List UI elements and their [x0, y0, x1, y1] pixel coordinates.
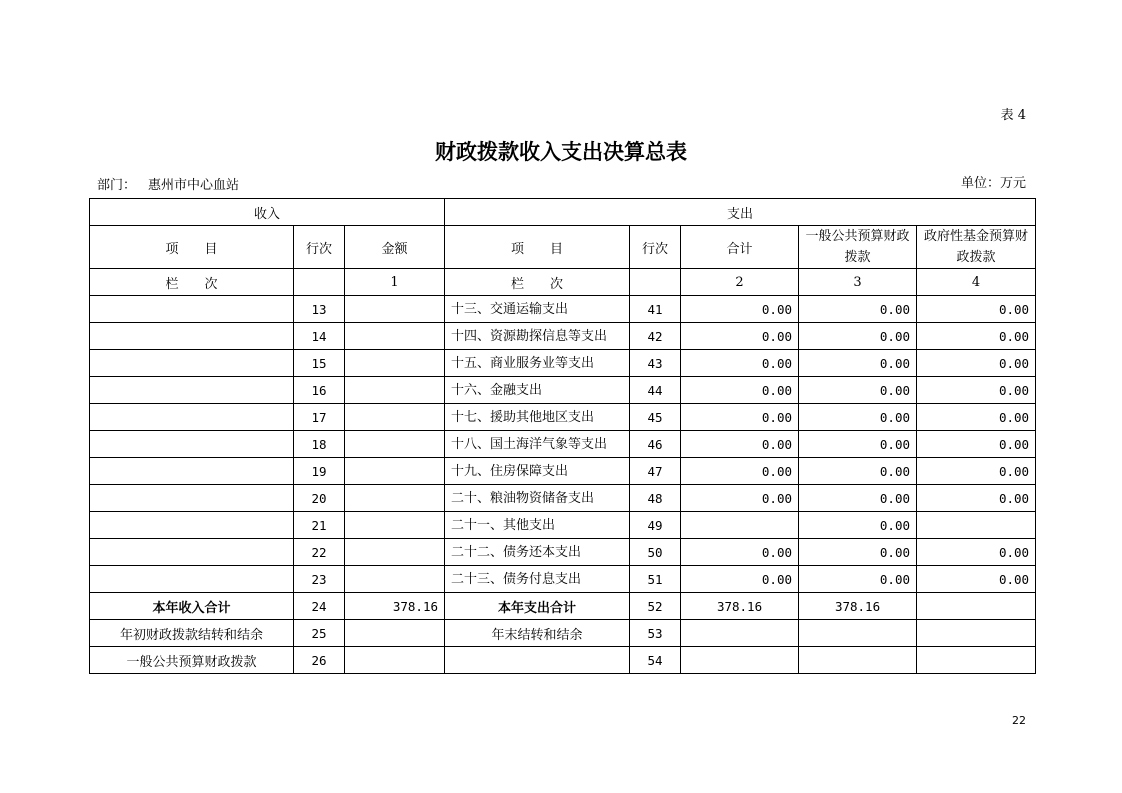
column-index-empty — [630, 269, 681, 296]
column-index-1: 1 — [345, 269, 445, 296]
expense-item-cell: 十八、国土海洋气象等支出 — [445, 431, 630, 458]
column-index-4: 4 — [917, 269, 1036, 296]
summary-general-budget-cell — [799, 620, 917, 647]
income-item-cell — [90, 350, 294, 377]
expense-item-cell: 十七、援助其他地区支出 — [445, 404, 630, 431]
income-line-no-cell: 18 — [294, 431, 345, 458]
summary-income-item-cell: 一般公共预算财政拨款 — [90, 647, 294, 674]
table-body — [90, 296, 1036, 593]
income-item-cell — [90, 377, 294, 404]
income-item-cell — [90, 458, 294, 485]
income-line-no-cell: 15 — [294, 350, 345, 377]
expense-group-header: 支出 — [445, 199, 1036, 226]
unit-label: 单位：万元 — [960, 176, 1026, 191]
gov-fund-cell — [917, 512, 1036, 539]
income-item-cell — [90, 512, 294, 539]
general-budget-cell: 0.00 — [799, 485, 917, 512]
income-amount-cell — [345, 296, 445, 323]
income-item-cell — [90, 404, 294, 431]
income-amount-cell — [345, 350, 445, 377]
summary-row — [90, 593, 1036, 620]
summary-total-cell: 378.16 — [681, 593, 799, 620]
general-budget-cell: 0.00 — [799, 377, 917, 404]
expense-line-no-cell: 41 — [630, 296, 681, 323]
total-header: 合计 — [681, 226, 799, 269]
total-cell: 0.00 — [681, 377, 799, 404]
gov-fund-cell: 0.00 — [917, 566, 1036, 593]
column-index-label: 栏 次 — [90, 269, 294, 296]
expense-item-cell: 二十一、其他支出 — [445, 512, 630, 539]
expense-item-cell: 十三、交通运输支出 — [445, 296, 630, 323]
gov-fund-cell: 0.00 — [917, 296, 1036, 323]
department-line — [97, 174, 239, 193]
total-cell: 0.00 — [681, 458, 799, 485]
gov-fund-cell: 0.00 — [917, 377, 1036, 404]
income-line-no-cell: 22 — [294, 539, 345, 566]
expense-item-cell: 十四、资源勘探信息等支出 — [445, 323, 630, 350]
summary-income-line-no-cell: 26 — [294, 647, 345, 674]
financial-appropriation-table — [89, 198, 1036, 674]
expense-line-no-cell: 47 — [630, 458, 681, 485]
summary-income-item-cell: 本年收入合计 — [90, 593, 294, 620]
income-amount-cell — [345, 539, 445, 566]
expense-item-cell: 二十、粮油物资储备支出 — [445, 485, 630, 512]
table-row — [90, 485, 1036, 512]
summary-row — [90, 647, 1036, 674]
summary-expense-line-no-cell: 52 — [630, 593, 681, 620]
summary-gov-fund-cell — [917, 593, 1036, 620]
expense-line-no-cell: 50 — [630, 539, 681, 566]
income-amount-cell — [345, 458, 445, 485]
summary-general-budget-cell — [799, 647, 917, 674]
table-row — [90, 377, 1036, 404]
income-amount-cell — [345, 377, 445, 404]
summary-income-item-cell: 年初财政拨款结转和结余 — [90, 620, 294, 647]
general-budget-cell: 0.00 — [799, 566, 917, 593]
income-line-no-cell: 16 — [294, 377, 345, 404]
total-cell: 0.00 — [681, 485, 799, 512]
summary-income-amount-cell — [345, 620, 445, 647]
expense-line-no-cell: 46 — [630, 431, 681, 458]
general-budget-header: 一般公共预算财政拨款 — [799, 226, 917, 269]
gov-fund-header: 政府性基金预算财政拨款 — [917, 226, 1036, 269]
gov-fund-cell: 0.00 — [917, 404, 1036, 431]
gov-fund-cell: 0.00 — [917, 323, 1036, 350]
expense-line-no-cell: 49 — [630, 512, 681, 539]
page-number: 22 — [1012, 714, 1026, 727]
total-cell: 0.00 — [681, 323, 799, 350]
table-row — [90, 539, 1036, 566]
total-cell: 0.00 — [681, 431, 799, 458]
general-budget-cell: 0.00 — [799, 323, 917, 350]
table-row — [90, 350, 1036, 377]
expense-item-cell: 十九、住房保障支出 — [445, 458, 630, 485]
document-title: 财政拨款收入支出决算总表 — [435, 140, 687, 164]
summary-total-cell — [681, 647, 799, 674]
summary-expense-line-no-cell: 54 — [630, 647, 681, 674]
expense-line-no-cell: 45 — [630, 404, 681, 431]
income-item-cell — [90, 539, 294, 566]
total-cell: 0.00 — [681, 566, 799, 593]
expense-item-cell: 二十三、债务付息支出 — [445, 566, 630, 593]
income-amount-cell — [345, 512, 445, 539]
summary-income-line-no-cell: 24 — [294, 593, 345, 620]
summary-income-amount-cell — [345, 647, 445, 674]
income-line-no-cell: 20 — [294, 485, 345, 512]
income-amount-cell — [345, 431, 445, 458]
summary-gov-fund-cell — [917, 647, 1036, 674]
income-amount-cell — [345, 323, 445, 350]
expense-item-header: 项 目 — [445, 226, 630, 269]
summary-gov-fund-cell — [917, 620, 1036, 647]
gov-fund-cell: 0.00 — [917, 431, 1036, 458]
table-header — [90, 199, 1036, 296]
income-item-cell — [90, 485, 294, 512]
summary-expense-item-cell: 年末结转和结余 — [445, 620, 630, 647]
department-label: 部门： — [97, 178, 137, 193]
income-line-no-cell: 23 — [294, 566, 345, 593]
table-row — [90, 404, 1036, 431]
column-index-3: 3 — [799, 269, 917, 296]
income-amount-cell — [345, 485, 445, 512]
department-value: 惠州市中心血站 — [148, 178, 240, 193]
expense-line-no-cell: 42 — [630, 323, 681, 350]
expense-item-cell: 二十二、债务还本支出 — [445, 539, 630, 566]
table-row — [90, 512, 1036, 539]
income-line-no-cell: 19 — [294, 458, 345, 485]
summary-general-budget-cell: 378.16 — [799, 593, 917, 620]
income-line-no-cell: 21 — [294, 512, 345, 539]
table-summary — [90, 593, 1036, 674]
expense-line-no-cell: 43 — [630, 350, 681, 377]
summary-row — [90, 620, 1036, 647]
column-index-label-expense: 栏 次 — [445, 269, 630, 296]
general-budget-cell: 0.00 — [799, 431, 917, 458]
income-item-header: 项 目 — [90, 226, 294, 269]
income-line-no-header: 行次 — [294, 226, 345, 269]
total-cell: 0.00 — [681, 350, 799, 377]
gov-fund-cell: 0.00 — [917, 485, 1036, 512]
table-row — [90, 296, 1036, 323]
summary-expense-item-cell: 本年支出合计 — [445, 593, 630, 620]
table-row — [90, 566, 1036, 593]
income-amount-header: 金额 — [345, 226, 445, 269]
gov-fund-cell: 0.00 — [917, 350, 1036, 377]
expense-line-no-header: 行次 — [630, 226, 681, 269]
summary-income-line-no-cell: 25 — [294, 620, 345, 647]
general-budget-cell: 0.00 — [799, 404, 917, 431]
income-item-cell — [90, 566, 294, 593]
expense-line-no-cell: 48 — [630, 485, 681, 512]
summary-expense-line-no-cell: 53 — [630, 620, 681, 647]
total-cell: 0.00 — [681, 296, 799, 323]
gov-fund-cell: 0.00 — [917, 539, 1036, 566]
income-line-no-cell: 17 — [294, 404, 345, 431]
expense-item-cell: 十五、商业服务业等支出 — [445, 350, 630, 377]
total-cell: 0.00 — [681, 404, 799, 431]
table-number: 表 4 — [1000, 108, 1026, 123]
gov-fund-cell: 0.00 — [917, 458, 1036, 485]
income-item-cell — [90, 296, 294, 323]
income-line-no-cell: 14 — [294, 323, 345, 350]
general-budget-cell: 0.00 — [799, 350, 917, 377]
expense-line-no-cell: 44 — [630, 377, 681, 404]
summary-total-cell — [681, 620, 799, 647]
general-budget-cell: 0.00 — [799, 512, 917, 539]
expense-line-no-cell: 51 — [630, 566, 681, 593]
income-amount-cell — [345, 566, 445, 593]
income-amount-cell — [345, 404, 445, 431]
general-budget-cell: 0.00 — [799, 296, 917, 323]
income-line-no-cell: 13 — [294, 296, 345, 323]
table-row — [90, 323, 1036, 350]
column-index-empty — [294, 269, 345, 296]
general-budget-cell: 0.00 — [799, 539, 917, 566]
table-row — [90, 458, 1036, 485]
income-item-cell — [90, 323, 294, 350]
total-cell: 0.00 — [681, 539, 799, 566]
income-item-cell — [90, 431, 294, 458]
income-group-header: 收入 — [90, 199, 445, 226]
expense-item-cell: 十六、金融支出 — [445, 377, 630, 404]
column-index-2: 2 — [681, 269, 799, 296]
table-row — [90, 431, 1036, 458]
summary-expense-item-cell — [445, 647, 630, 674]
total-cell — [681, 512, 799, 539]
summary-income-amount-cell: 378.16 — [345, 593, 445, 620]
general-budget-cell: 0.00 — [799, 458, 917, 485]
